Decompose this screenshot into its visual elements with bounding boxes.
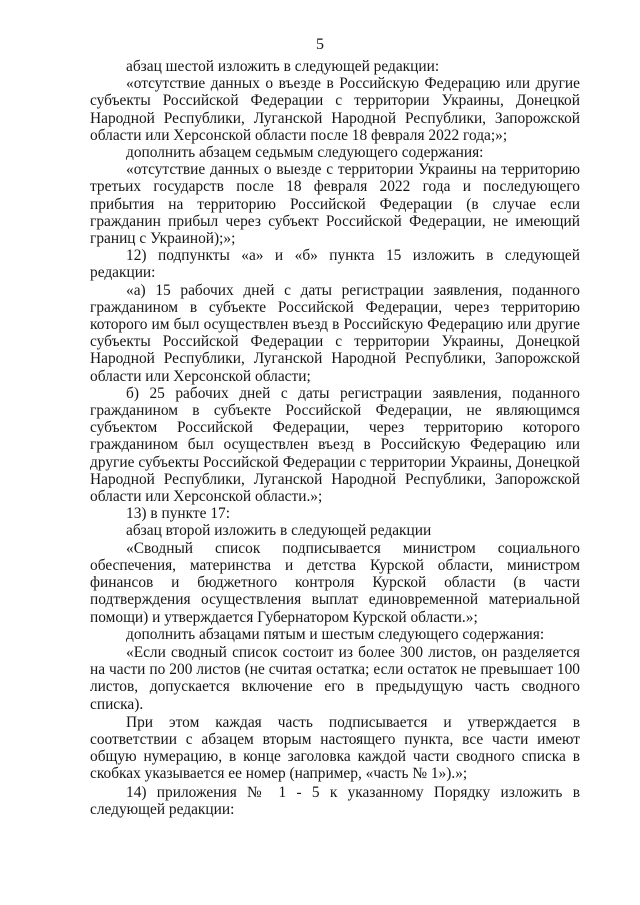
paragraph: «Сводный список подписывается министром социального обеспечения, материнства и детства Курской области, министром финансов и бюджетного контроля Курской области (в части подтверждения осуществления выплат единовременной материальной помощи) и утверждается Губернатором Курской области.»; <box>90 539 580 626</box>
paragraph: 14) приложения № 1 - 5 к указанному Порядку изложить в следующей редакции: <box>90 783 580 818</box>
paragraph: «а) 15 рабочих дней с даты регистрации заявления, поданного гражданином в субъекте Российской Федерации, через территорию которого им был осуществлен въезд в Российскую Федерацию или другие субъекты Российской Федерации с территории Украины, Донецкой Народной Республики, Луганской Народной Республики, Запорожской области или Херсонской области; <box>90 281 580 385</box>
document-body <box>90 58 580 818</box>
paragraph: «отсутствие данных о выезде с территории Украины на территорию третьих государств после 18 февраля 2022 года и последующего прибытия на территорию Российской Федерации (в случае если гражданин прибыл через субъект Российской Федерации, не имеющий границ с Украиной);»; <box>90 161 580 248</box>
page-number: 5 <box>316 36 324 53</box>
paragraph: 12) подпункты «а» и «б» пункта 15 изложить в следующей редакции: <box>90 247 580 282</box>
paragraph: «Если сводный список состоит из более 300 листов, он разделяется на части по 200 листов (не считая остатка; если остаток не превышает 100 листов, допускается включение его в предыдущую часть сводного списка). <box>90 643 580 713</box>
paragraph: При этом каждая часть подписывается и утверждается в соответствии с абзацем вторым настоящего пункта, все части имеют общую нумерацию, в конце заголовка каждой части сводного списка в скобках указывается ее номер (например, «часть № 1»).»; <box>90 713 580 783</box>
paragraph: 13) в пункте 17: <box>126 505 230 523</box>
paragraph: абзац шестой изложить в следующей редакции: <box>126 58 440 75</box>
paragraph: абзац второй изложить в следующей редакции <box>126 522 432 540</box>
paragraph: дополнить абзацами пятым и шестым следующего содержания: <box>126 625 545 643</box>
paragraph: дополнить абзацем седьмым следующего содержания: <box>126 144 484 162</box>
paragraph: б) 25 рабочих дней с даты регистрации заявления, поданного гражданином в субъекте Российской Федерации, не являющимся субъектом Российской Федерации, через территорию которого гражданином был осуществлен въезд в Российскую Федерацию или другие субъекты Российской Федерации с территории Украины, Донецкой Народной Республики, Луганской Народной Республики, Запорожской области или Херсонской области.»; <box>90 384 580 506</box>
paragraph: «отсутствие данных о въезде в Российскую Федерацию или другие субъекты Российской Федерации с территории Украины, Донецкой Народной Республики, Луганской Народной Республики, Запорожской области или Херсонской области после 18 февраля 2022 года;»; <box>90 75 580 144</box>
